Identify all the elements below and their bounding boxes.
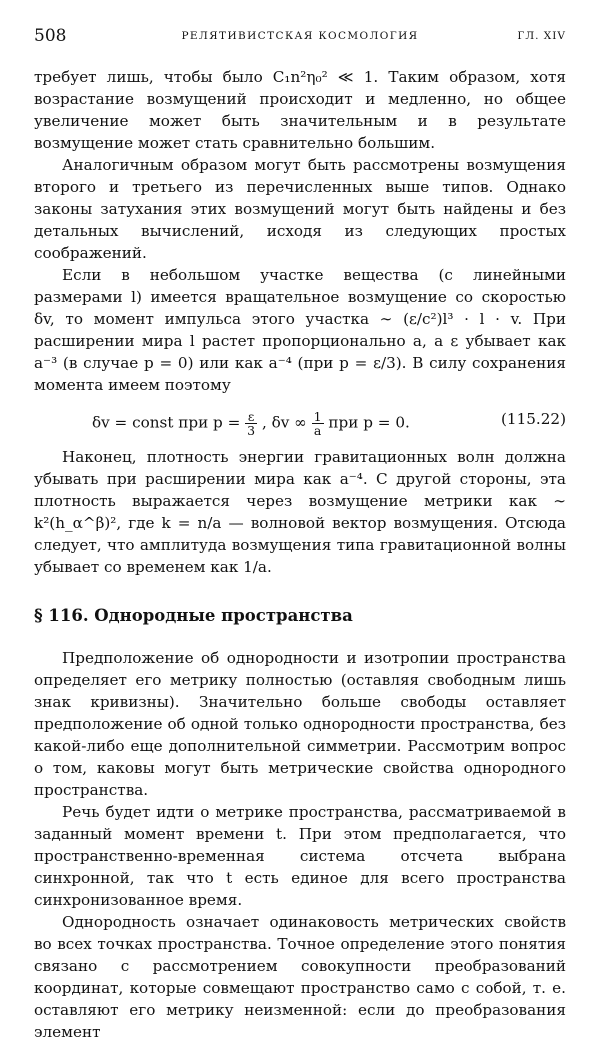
paragraph: требует лишь, чтобы было C₁n²η₀² ≪ 1. Таким образом, хотя возрастание возмущений происходит и медленно, но общее увеличение может быть значительным и в результате возмущение может стать сравнительно большим. [34,68,566,152]
section-heading: § 116. Однородные пространства [34,606,353,625]
fraction-numerator: 1 [313,409,322,424]
paragraph: Наконец, плотность энергии гравитационных волн должна убывать при расширении мира как a⁻⁴. С другой стороны, эта плотность выражается через возмущение метрики как ∼ k²(h_α^β)², где k = n/a — волновой вектор возмущения. Отсюда следует, что амплитуда возмущения типа гравитационной волны убывает со временем как 1/a. [34,448,566,576]
equation-part: при p = 0. [328,413,410,432]
fraction-denominator: 3 [247,423,256,438]
equation-115-22 [34,401,566,441]
chapter-label: ГЛ. XIV [517,30,566,42]
paragraph: Предположение об однородности и изотропии пространства определяет его метрику полностью (оставляя свободным лишь знак кривизны). Значительно больше свободы оставляет предположение об одной только однородности пространства, без какой-либо еще дополнительной симметрии. Рассмотрим вопрос о том, каковы могут быть метрические свойства однородного пространства. [34,649,566,799]
fraction [312,410,324,437]
equation-expression [92,410,410,437]
fraction-numerator: ε [245,410,257,424]
fraction-denominator: a [313,423,322,438]
fraction [245,410,257,437]
page-body [34,66,566,1043]
paragraph: Если в небольшом участке вещества (с линейными размерами l) имеется вращательное возмущение со скоростью δv, то момент импульса этого участка ∼ (ε/c²)l³ · l · v. При расширении мира l растет пропорционально a, а ε убывает как a⁻³ (в случае p = 0) или как a⁻⁴ (при p = ε/3). В силу сохранения момента имеем поэтому [34,266,566,394]
equation-part: , δv ∞ [261,413,307,432]
running-title: РЕЛЯТИВИСТСКАЯ КОСМОЛОГИЯ [181,30,419,42]
paragraph: Однородность означает одинаковость метрических свойств во всех точках пространства. Точное определение этого понятия связано с рассмотрением совокупности преобразований координат, которые совмещают пространство само с собой, т. е. оставляют его метрику неизменной: если до преобразования элемент [34,913,566,1041]
page-number: 508 [34,26,67,46]
paragraph: Аналогичным образом могут быть рассмотрены возмущения второго и третьего из перечисленных выше типов. Однако законы затухания этих возмущений могут быть найдены и без детальных вычислений, исходя из следующих простых соображений. [34,156,566,262]
page-header [34,26,566,48]
equation-number: (115.22) [501,410,566,428]
equation-part: δv = const при p = [92,413,241,432]
paragraph: Речь будет идти о метрике пространства, рассматриваемой в заданный момент времени t. При этом предполагается, что пространственно-временная система отсчета выбрана синхронной, так что t есть единое для всего пространства синхронизованное время. [34,803,566,909]
